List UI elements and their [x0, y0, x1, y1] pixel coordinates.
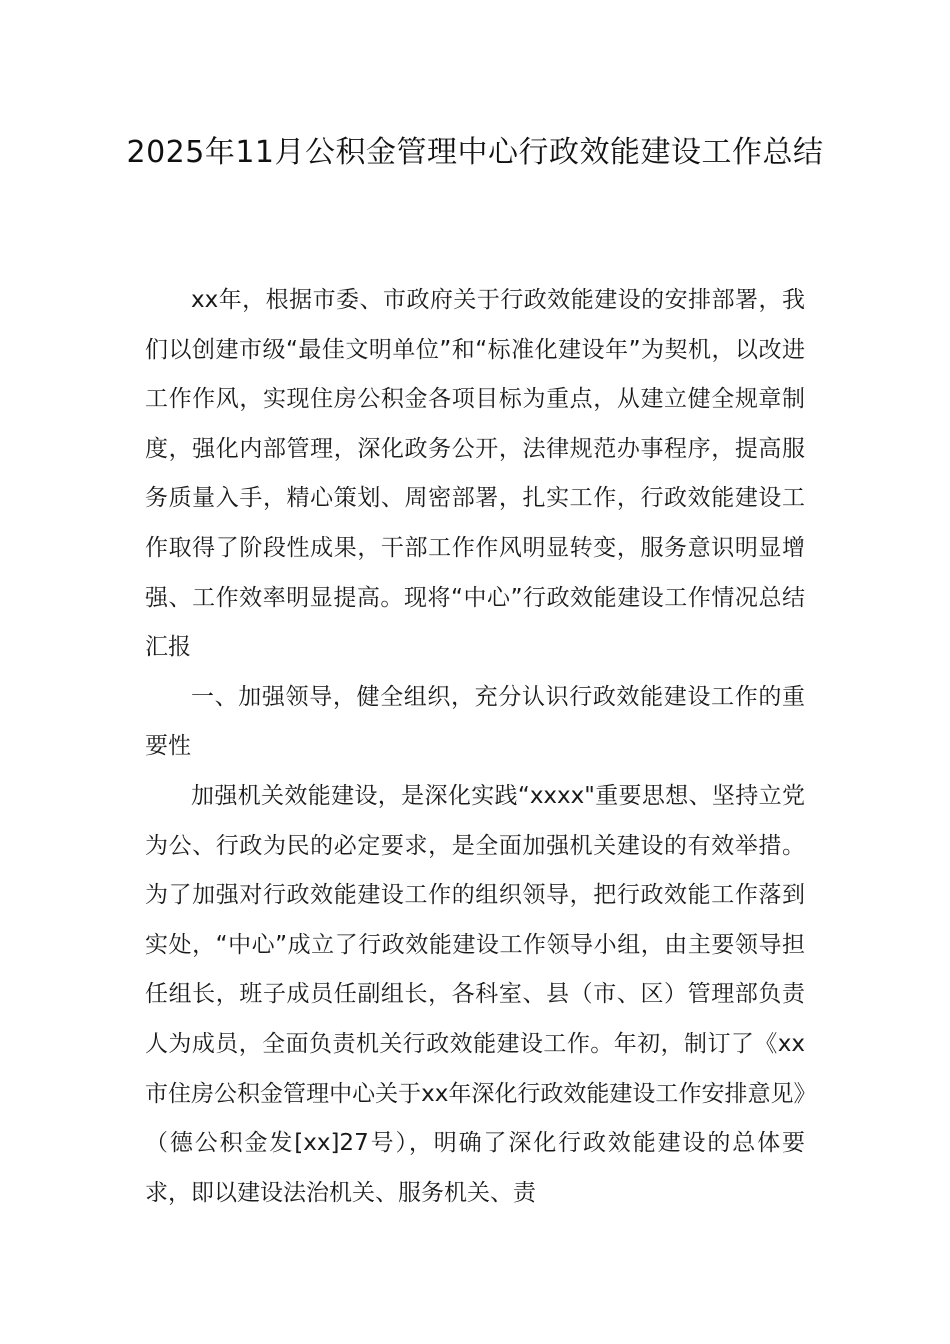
paragraph-intro: xx年，根据市委、市政府关于行政效能建设的安排部署，我们以创建市级“最佳文明单位”和“标准化建设年”为契机，以改进工作作风，实现住房公积金各项目标为重点，从建立健全规章制度，强化内部管理，深化政务公开，法律规范办事程序，提高服务质量入手，精心策划、周密部署，扎实工作，行政效能建设工作取得了阶段性成果，干部工作作风明显转变，服务意识明显增强、工作效率明显提高。现将“中心”行政效能建设工作情况总结汇报: [145, 287, 805, 661]
document-title: 2025年11月公积金管理中心行政效能建设工作总结: [126, 135, 824, 170]
paragraph-section-1: 加强机关效能建设，是深化实践“xxxx"重要思想、坚持立党为公、行政为民的必定要求，是全面加强机关建设的有效举措。为了加强对行政效能建设工作的组织领导，把行政效能工作落到实处，“中心”成立了行政效能建设工作领导小组，由主要领导担任组长，班子成员任副组长，各科室、县（市、区）管理部负责人为成员，全面负责机关行政效能建设工作。年初，制订了《xx市住房公积金管理中心关于xx年深化行政效能建设工作安排意见》（德公积金发[xx]27号），明确了深化行政效能建设的总体要求，即以建设法治机关、服务机关、责: [145, 782, 805, 1206]
document-body: [145, 276, 805, 1218]
section-heading-1: 一、加强领导，健全组织，充分认识行政效能建设工作的重要性: [145, 683, 805, 760]
